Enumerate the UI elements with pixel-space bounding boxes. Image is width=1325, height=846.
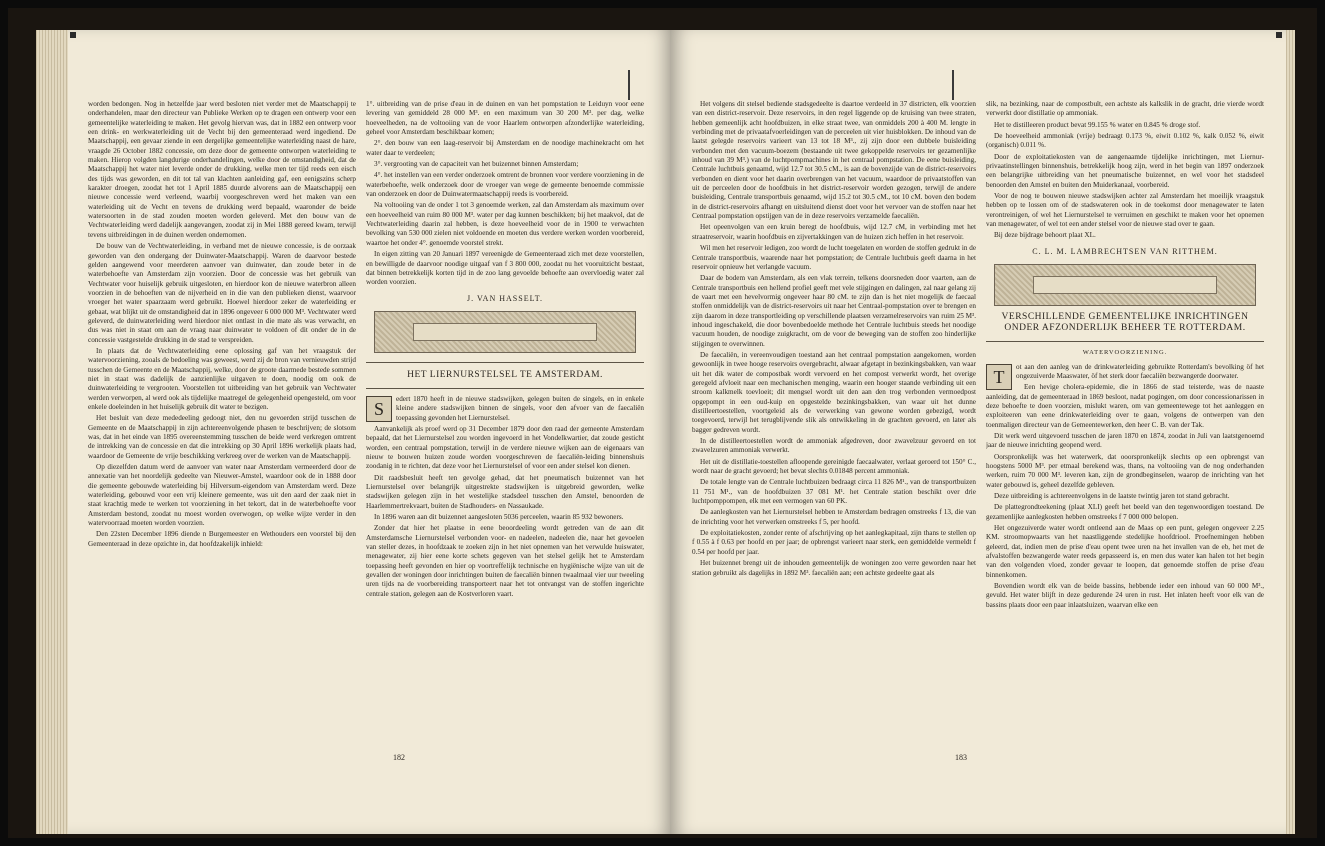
paragraph: De bouw van de Vechtwaterleiding, in verband met de nieuwe concessie, is de oorzaak geworden van den ondergang der Duinwater-Maatschappij. Waren de daarvoor bestede gelden aangewend voor meerderen aanvoer van duinwater, dan zoude beter in de waterbehoefte van Amsterdam zijn voorzien. Door de concessie was het gebruik van Vechtwater voor huiselijk gebruik uitgesloten, en hierdoor kon de nieuwe waterbron alleen voorzien in de behoeften van de nijverheid en in die van den publieken dienst, waarvoor vroeger het water spaarzaam werd gebruikt. Hoewel hierdoor zeker de waterleiding er gebaat, wat blijkt uit de omstandigheid dat in 1896 ongeveer 6 000 000 M³. Vechtwater werd geleverd, de duinwaterleiding werd hierdoor niet ontlast in die mate als was verwacht, en dus was niet in staat om aan de vraag naar duinwater te voldoen of dit onder de in de concessie vastgestelde drukking in de stad te verspreiden. [88,242,356,344]
paragraph: Een hevige cholera-epidemie, die in 1866 de stad teisterde, was de naaste aanleiding, dat de gemeenteraad in 1869 besloot, nadat pogingen, om door concessionarissen in deze behoefte te doen voorzien, mislukt waren, om van gemeentewege tot het aanleggen en exploiteeren van eene drinkwaterleiding over te gaan, volgens de ontwerpen van den toenmaligen directeur van de Gemeentewerken, den heer C. B. van der Tak. [986,383,1264,429]
paragraph: Oorspronkelijk was het waterwerk, dat ooorspronkelijk slechts op een opbrengst van hoogstens 5000 M³. per etmaal berekend was, thans, na voltooiing van de nog onderhanden werken, ruim 70 000 M³. leveren kan, zijn de grondbeginselen, waarop de inrichting van het water gebouwd is, geheel dezelfde gebleven. [986,452,1264,489]
paragraph: In de distilleertoestellen wordt de ammoniak afgedreven, door zwavelzuur gevoerd en tot zwavelzuren ammoniak verwerkt. [692,437,976,455]
divider [986,338,1264,345]
paragraph: Zonder dat hier het plaatse in eene beoordeeling wordt getreden van de aan dit Amsterdamsche Liernurstelsel verbonden voor- en nadeelen, nadeelen die, naar het gevoelen van steller dezes, in hoofdzaak te zoeken zijn in het niet opnemen van het verwulde huiswater, menagewater, zij hier eene korte schets gegeven van het stelsel gelijk het te Amsterdam toepassing heeft gevonden en hier op voortreffelijk technische en hygiënische wijze van uit de gevallen der woningen door inrichtingen buiten de faecaliën binnen twaalmaal vier uur tweeling uren tijds na de voorbereiding transporteert naar het tot ontvangst van de stoffen ingerichte centrale station, gelegen aan de Kostverloren vaart. [366,524,644,598]
paragraph: De exploitatiekosten, zonder rente of afschrijving op het aanlegkapitaal, zijn thans te stellen op f 0.55 à f 0.63 per hoofd en per jaar; de opbrengst varieert naar sterk, een gemiddelde vermeldt f 0.54 per hoofd per jaar. [692,529,976,556]
page-number: 183 [955,753,967,762]
corner-mark [1276,32,1282,38]
author-signature: J. VAN HASSELT. [466,293,544,303]
left-page [68,30,670,834]
left-page-column-2 [366,100,644,720]
gutter-marker [628,70,630,100]
paragraph: In plaats dat de Vechtwaterleiding eene oplossing gaf van het vraagstuk der watervoorziening, zooals de bedoeling was geweest, werd zij de bron van vernieuwden strijd tusschen de Gemeente en de Maatschappij, welke, door de groote daarmede bestede sommen niet in staat was dadelijk de aanzienlijke uitgaven te doen, noodig om ook de duinwaterleiding te vergrooten. Voorstellen tot uitbreiding van het gebruik van Vechtwater werden verworpen, al werd ook als tijdelijke maatregel de gelegenheid opengesteld, om voor enkele doeleinden in het huiselijk gebruik dit water te bezigen. [88,346,356,411]
paragraph: worden bedongen. Nog in hetzelfde jaar werd besloten niet verder met de Maatschappij te onderhandelen, maar den directeur van Publieke Werken op te dragen een ontwerp voor een gemeentelijke waterleiding te maken. Het gevolg hiervan was, dat in 1882 een ontwerp voor een drink- en werkwaterleiding uit de Vecht bij den gemeenteraad werd ingediend. De Maatschappij, een gevaar ziende in een dergelijke gemeentelijke waterleiding naast de hare, vraagde 26 October 1882 concessie, om deze door de gemeente ontworpen waterleiding te maken. Hierop volgden langdurige onderhandelingen, welke door de omstandigheid, dat de Maatschappij het water niet leverde onder de drukking, welke men ter tijd reeds een eisch des tijds was geworden, en dit tot tal van klachten aanleiding gaf, een eenigszins scherp karakter droegen, zoodat het tot 1 April 1885 duurde alvorens aan de Maatschappij een nieuwe concessie werd verleend, waarbij voorgeschreven werd het maken van een waterleiding uit de Vecht en tevens de drukking werd bepaald, waaronder de beide watersoorten in de stad zouden moeten worden geleverd. Met den bouw van de Vechtwaterleiding werd dadelijk aangevangen, zoodat zij in Mei 1888 gereed kwam, terwijl tevens uitbreidingen in de duinen werden ondernomen. [88,100,356,239]
decorative-header-ornament [994,264,1256,306]
drop-cap-initial: S [366,396,392,422]
author-signature: C. L. M. LAMBRECHTSEN VAN RITTHEM. [1032,246,1218,256]
paragraph: Het besluit van deze mededeeling gedoogt niet, den nu gevoerden strijd tusschen de Gemeente en de Maatschappij in zijn achtereenvolgende phasen te beschrijven; de slotsom was, dat in het einde van 1895 overeenstemming tusschen de beide werd verkregen omtrent de intrekking van de concessie en dat die intrekking op 30 April 1896 werkelijk plaats had, waardoor de Gemeente de vrije beschikking verkreeg over de werken van de Maatschappij. [88,414,356,460]
paragraph: Het opeenvolgen van een kruin beregt de hoofdbuis, wijd 12.7 cM, in verbinding met het straatreservoir, waarin hoofdbuis en zijvertakkingen van de huizen zich heffen in het reservoir. [692,223,976,241]
paragraph: De totale lengte van de Centrale luchtbuizen bedraagt circa 11 826 M¹., van de transportbuizen 11 751 M¹., van de hoofdbuizen 37 081 M¹. het Centrale station beschikt over drie luchtpomppompen, elk met een vermogen van 60 PK. [692,478,976,506]
section-title: VERSCHILLENDE GEMEENTELIJKE INRICHTINGEN ONDER AFZONDERLIJK BEHEER TE ROTTERDAM. [1001,312,1249,334]
paragraph: In eigen zitting van 20 Januari 1897 vereenigde de Gemeenteraad zich met deze voorstellen, en bewilligde de daarvoor noodige uitgaaf van f 3 800 000, zoodat nu het vooruitzicht bestaat, dat binnen betrekkelijk korten tijd in de zoo lang gevoelde behoefte aan overvloedig water zal worden voorzien. [366,250,644,287]
paragraph: 1°. uitbreiding van de prise d'eau in de duinen en van het pompstation te Leiduyn voor eene levering van gemiddeld 28 000 M³. en een maximum van 30 200 M³. per dag, welke hoeveelheden, na de voltooiing van de voor Haarlem ontworpen afzonderlijke waterleiding, geheel voor Amsterdam beschikbaar komen; [366,100,644,137]
paragraph: Het ongezuiverde water wordt ontleend aan de Maas op een punt, gelegen ongeveer 2.25 KM. stroomopwaarts van het naastliggende stedelijke hoofdriool. Proefnemingen hebben geleerd, dat, indien men de prise d'eau opent twee uren na het invallen van de eb, het met de afvalstoffen bezwangerde water reeds gepasseerd is, en men dus water kan halen tot het begin van den volgenden vloed, zonder gevaar te loopen, dat genoemde stoffen de prise d'eau binnenkomen. [986,524,1264,579]
corner-mark [70,32,76,38]
paragraph: Dit raadsbesluit heeft ten gevolge gehad, dat het pneumatisch buizennet van het Liernurstelsel over belangrijk uitgestrekte stadswijken is uitgebreid geworden, welke stadswijken gelegen zijn in het westelijke stadsdeel tusschen den Amstel, benoorden de Haarlemmertrekvaart, buiten de Stadhouders- en Nassaukade. [366,473,644,510]
paragraph: edert 1870 heeft in de nieuwe stadswijken, gelegen buiten de singels, en in enkele kleine andere stadswijken binnen de singels, voor den afvoer van de faecaliën toepassing gevonden het Liernurstelsel. [396,394,644,422]
page-number: 182 [393,753,405,762]
divider [366,385,644,392]
paragraph: Daar de bodem van Amsterdam, als een vlak terrein, telkens doorsneden door vaarten, aan de Centrale transportbuis een hellend profiel geeft met vele stijgingen en dalingen, zal naar gelang zij de vaart met een hevelvormig ongeveer haar 80 cM. te zijn dan is het niet mogelijk de faecaal stoffen onmiddelijk van de district-reservoirs uit naar het Centraal-pompstation over te brengen en zijn daarom in deze transportleiding op verschillende plaatsen verzamelreservoirs van ruim 25 M³. inhoud ingeschakeld, die door bovenbedoelde methode het Centrale luchtbuis steeds het noodige vacuum houden, de noodige zuigkracht, om de voor de beweging van de stoffen zoo hinderlijke stijgingen te overwinnen. [692,274,976,348]
left-page-column-1 [88,100,356,710]
paragraph: De plattegrondteekening (plaat XLI) geeft het beeld van den tegenwoordigen toestand. De gezamenlijke aanlegkosten hebben omstreeks f 7 000 000 belopen. [986,503,1264,521]
section-title: HET LIERNURSTELSEL TE AMSTERDAM. [407,369,603,380]
paragraph: Het uit de distillatie-toestellen afloopende gereinigde faecaalwater, verlaat geroerd tot 150° C., wordt naar de gracht gevoerd; het bevat slechts 0.01848 percent ammoniak. [692,457,976,476]
paragraph: 2°. den bouw van een laag-reservoir bij Amsterdam en de noodige machinekracht om het water daar te verdeelen; [366,139,644,157]
left-page-edges [36,30,70,834]
paragraph: De faecaliën, in vereenvoudigen toestand aan het centraal pompstation aangekomen, worden gewoonlijk in twee hooge reservoirs overgebracht, alwaar afgetapt in bezinkingsbakken, van waar uit het dik water de compostbak wordt vervoerd en het compost verwerkt wordt, het overige geregeld afvloeit naar een mechanischen menging, waarin een hooger staande verbinding uit een stroom kalkmelk toevloeit; dit mengsel wordt uit den aan den trog verbonden vermoedpost opgepompt in een oud-kuip en opgestelde bezinkingsbakken, van waar uit het dunne distilleertoestellen, voortgeleid als de verwerking van gewone worden gebezigd, wordt toegevoerd, terwijl het terugblijvende slik als ontwikkeling in de grachten gevoerd, en later als bagger gedreven wordt. [692,350,976,434]
paragraph: Door de exploitatiekosten van de aangenaamde tijdelijke inrichtingen, met Liernur-privaatinstellingen binnenshuis, betrekkelijk hoog zijn, werd in het begin van 1897 onderzoek een belangrijke uitbreiding van het pneumatische buizennet, en wel voor het stadsdeel benoorden den Amstel en buiten den Muiderkanaal, voorbereid. [986,152,1264,189]
paragraph: In 1896 waren aan dit buizennet aangesloten 5036 perceelen, waarin 85 932 bewoners. [374,513,624,521]
paragraph: Aanvankelijk als proef werd op 31 December 1879 door den raad der gemeente Amsterdam bepaald, dat het Liernurstelsel zou worden ingevoerd in het Vondelkwartier, dat zoude gesticht worden, een centraal pompstation, terwijl in de verdere nieuwe wijken aan de eigenaars van nieuw te bouwen huizen zoude worden voorgeschreven de faecaliën-leiding binnenshuis zoodanig in te richten, dat deze voor het Liernurstelsel of voor een ander stelsel kon dienen. [366,424,644,471]
paragraph: 3°. vergrooting van de capaciteit van het buizennet binnen Amsterdam; [374,160,579,169]
paragraph: Het volgens dit stelsel bediende stadsgedeelte is daartoe verdeeld in 37 districten, elk voorzien van een district-reservoir. Deze reservoirs, in den regel liggende op de kruising van twee straten, hebben gemeenlijk acht hoofdbuizen, in elke straat twee, van onmiddels 200 à 400 M. lengte in verbinding met de privaatafvoerleidingen van de perceelen uit vier huisblokken. De inhoud van de laatst gelegde reservoirs varieert van 13 tot 18 M³., zij zijn door een dubbele buisleiding verbonden met den vacuum-boezem (bestaande uit twee gekoppelde reservoirs ter gezamenlijke inhoud van 39 M³.) van de luchtpompmachines in het centraal pompstation. De eene buisleiding, Centrale luchtbuis genaamd, wijd 12.7 tot 30.5 cM., is aan de bovenzijde van de district-reservoirs verbonden en dient voor het daarin overbrengen van het vacuum, waardoor de privaatstoffen van uit de perceelen door de hoofdbuis in het district-reservoir worden gezogen, terwijl de andere buisleiding, Centrale transportbuis genaamd, wijd 15.2 tot 30.5 cM., tot 10 cM. boven den bodem in de district-reservoirs afhangt en uitsluitend dienst doet voor het vervoer van de stoffen naar het Centraal pompstation opstijgen van de in deze reservoirs verzamelde faecaliën. [692,100,976,221]
paragraph: Voor de nog te bouwen nieuwe stadswijken achter zal Amsterdam het moeilijk vraagstuk hebben op te lossen om of de stadswateren ook in de toekomst door menagewater te laten verontreinigen, of wel het Liernurstelsel te verruimen en geschikt te maken voor het opnemen van menagewater, of wel tot een ander stelsel voor de nieuwe stad over te gaan. [986,192,1264,229]
right-page-column-2 [986,100,1264,720]
paragraph: Dit werk werd uitgevoerd tusschen de jaren 1870 en 1874, zoodat in Juli van laatstgenoemd jaar de nieuwe inrichting geopend werd. [986,431,1264,450]
gutter-marker [952,70,954,100]
paragraph: Op diezelfden datum werd de aanvoer van water naar Amsterdam vermeerderd door de annexatie van het noordelijk gedeelte van Nieuwer-Amstel, waardoor ook de in 1888 door die gemeente gebouwde waterleiding bij Hilversum-eigendom van Amsterdam werd. Deze waterleiding, gebouwd voor een vrij kleinere gemeente, was uit den aard der zaak niet in staat krachtig mede te werken tot voorziening in het tekort, dat in de waterbehoefte voor Amsterdam bestond, zoodat nu moest worden overwogen, op welke wijze verder in den watervoorraad moeten worden voorzien. [88,463,356,528]
paragraph: De aanlegkosten van het Liernurstelsel hebben te Amsterdam bedragen omstreeks f 13, die van de inrichting voor het verwerken omstreeks f 5, per hoofd. [692,508,976,526]
paragraph: slik, na bezinking, naar de compostbult, een achtste als kalkslik in de gracht, drie vierde wordt verwerkt door distillatie op ammoniak. [986,100,1264,118]
book-spread [8,8,1317,838]
paragraph: De hoeveelheid ammoniak (vrije) bedraagt 0.173 %, eiwit 0.102 %, kalk 0.052 %, eiwit (organisch) 0.011 %. [986,132,1264,150]
paragraph: Deze uitbreiding is achtereenvolgens in de laatste twintig jaren tot stand gebracht. [994,491,1230,500]
paragraph: Het te distilleeren product bevat 99.155 % water en 0.845 % droge stof. [994,120,1201,129]
divider [366,359,644,366]
paragraph: Het buizennet brengt uit de inhouden gemeentelijk de woningen zoo verre geworden naar het station gebruikt als dagelijks in 1892 M³. faecaliën aan; een achtste gedeelte gaat als [692,559,976,577]
right-page-column-1 [692,100,976,720]
paragraph: Wil men het reservoir ledigen, zoo wordt de lucht toegelaten en worden de stoffen gedrukt in de Centrale transportbuis, waarende naar het pompstation; de Centrale luchtbuis geeft daarna in het reservoir opnieuw het verlangde vacuum. [692,244,976,271]
right-page [670,30,1286,834]
drop-cap-initial: T [986,364,1012,390]
paragraph: Bij deze bijdrage behoort plaat XL. [994,231,1096,240]
paragraph: Den 22sten December 1896 diende n Burgemeester en Wethouders een voorstel bij den Gemeenteraad in deze opzichte in, dat hoofdzakelijk inhield: [88,530,356,548]
paragraph: ot aan den aanleg van de drinkwaterleiding gebruikte Rotterdam's bevolking öf het ongezuiverde Maaswater, öf het sterk door faecaliën bezwangerde doorwater. [1016,362,1264,380]
paragraph: Na voltooiing van de onder 1 tot 3 genoemde werken, zal dan Amsterdam als maximum over een hoeveelheid van ruim 80 000 M³. water per dag kunnen beschikken; bij het maakvol, dat de Vechtwaterleiding daarin zal hebben, is deze hoeveelheid voor de in 1900 te verwachten bevolking van 530 000 zielen niet voldoende en moeten dus verdere werken worden voorbereid, waartoe het onder 4°. genoemde voorstel strekt. [366,201,644,247]
paragraph: Bovendien wordt elk van de beide bassins, hebbende ieder een inhoud van 60 000 M³., gevuld. Het water blijft in deze gedurende 24 uren in rust. Het inlaten heeft voor elk van de bassins plaats door een paar inlaatsluizen, waarvan elke een [986,582,1264,609]
subsection-title: WATERVOORZIENING. [1082,349,1168,357]
paragraph: 4°. het instellen van een verder onderzoek omtrent de bronnen voor verdere voorziening in de waterbehoefte, welk onderzoek door de vroeger van wege de gemeente benoemde commissie van onderzoek en door de Duinwatermaatschappij reeds is voorbereid. [366,171,644,199]
decorative-header-ornament [374,311,636,353]
